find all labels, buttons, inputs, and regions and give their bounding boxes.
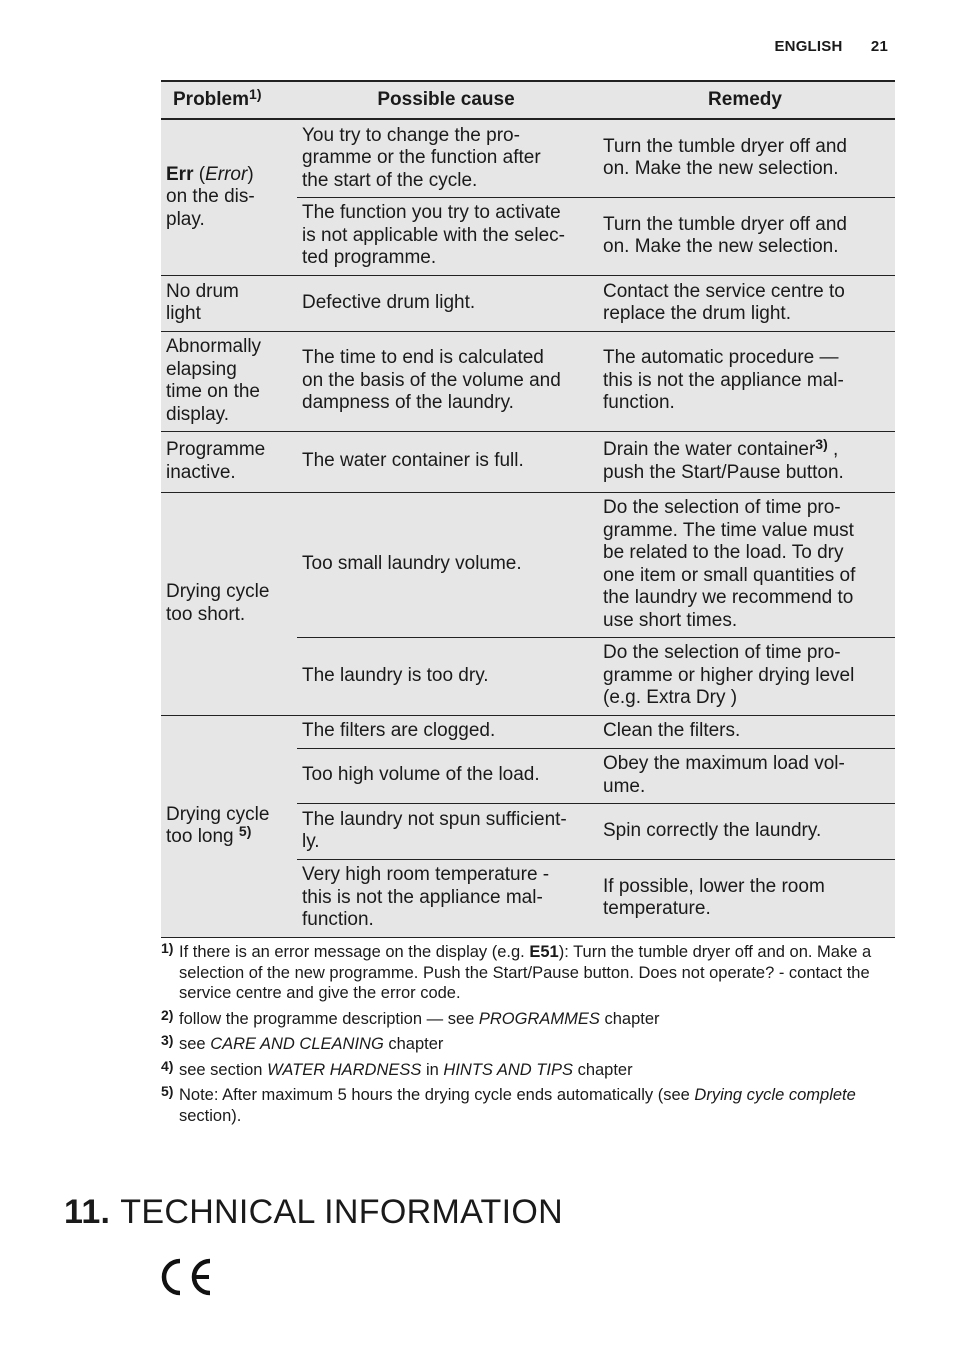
footnote-ref: 5): [238, 823, 252, 839]
troubleshooting-table: [161, 80, 895, 938]
remedy-cell: Clean the filters.: [595, 715, 895, 748]
table-row: [161, 492, 895, 637]
header-language: ENGLISH: [774, 38, 843, 55]
cause-cell: Very high room temperature - this is not the appliance mal- function.: [297, 859, 595, 937]
problem-cell: No drum light: [161, 275, 297, 331]
footnote-ref: 3): [815, 436, 828, 452]
footnote-4: 4) see section WATER HARDNESS in HINTS AND TIPS chapter: [161, 1057, 633, 1079]
cause-cell: The function you try to activate is not applicable with the selec- ted programme.: [297, 197, 595, 275]
table-row: [161, 119, 895, 197]
cause-cell: The time to end is calculated on the basis of the volume and dampness of the laundry.: [297, 331, 595, 431]
remedy-cell: If possible, lower the room temperature.: [595, 859, 895, 937]
remedy-cell: Spin correctly the laundry.: [595, 803, 895, 859]
error-code: Err: [166, 163, 194, 185]
page-number: 21: [870, 38, 888, 55]
cause-cell: Too high volume of the load.: [297, 748, 595, 803]
ce-mark-icon: [160, 1258, 214, 1296]
cause-cell: The filters are clogged.: [297, 715, 595, 748]
cause-cell: You try to change the pro- gramme or the function after the start of the cycle.: [297, 119, 595, 197]
cause-cell: Too small laundry volume.: [297, 492, 595, 637]
column-header-problem: Problem$^{1)}$: [161, 81, 297, 119]
footnotes: [161, 942, 901, 1131]
cause-cell: The laundry is too dry.: [297, 637, 595, 715]
remedy-cell: Turn the tumble dryer off and on. Make the new selection.: [595, 197, 895, 275]
cause-cell: The water container is full.: [297, 431, 595, 492]
problem-cell: Err (Error) on the dis- play.: [161, 119, 297, 275]
table-row: [161, 275, 895, 331]
footnote-ref: 1): [249, 85, 262, 102]
footnote-2: 2) follow the programme description — see PROGRAMMES chapter: [161, 1006, 660, 1028]
problem-cell: Programme inactive.: [161, 431, 297, 492]
column-header-cause: Possible cause: [297, 81, 595, 119]
problem-cell: Abnormally elapsing time on the display.: [161, 331, 297, 431]
column-header-remedy: Remedy: [595, 81, 895, 119]
footnote-5: 5) Note: After maximum 5 hours the drying cycle ends automatically (see Drying cycle complete section).: [161, 1083, 856, 1125]
remedy-cell: The automatic procedure — this is not the appliance mal- function.: [595, 331, 895, 431]
section-heading: [64, 1193, 563, 1232]
table-row: [161, 331, 895, 431]
problem-cell: Drying cycle too long $^{5)}$: [161, 715, 297, 937]
footnote-1: 1) If there is an error message on the display (e.g. E51): Turn the tumble dryer off and on. Make a selection of the new programme. Push the Start/Pause button. Does not operate? - contact the service centre and give the error code.: [161, 940, 872, 1002]
remedy-cell: Do the selection of time pro- gramme. The time value must be related to the load. To dry one item or small quantities of the laundry we recommend to use short times.: [595, 492, 895, 637]
section-number: 11.: [64, 1193, 111, 1231]
remedy-cell: Drain the water container$^{3)}$ , push the Start/Pause button.: [595, 431, 895, 492]
remedy-cell: Do the selection of time pro- gramme or higher drying level (e.g. Extra Dry ): [595, 637, 895, 715]
table-row: [161, 715, 895, 748]
remedy-cell: Contact the service centre to replace the drum light.: [595, 275, 895, 331]
table-row: [161, 431, 895, 492]
table-header-row: [161, 81, 895, 119]
problem-cell: Drying cycle too short.: [161, 492, 297, 715]
page-header: [774, 38, 888, 55]
cause-cell: The laundry not spun sufficient- ly.: [297, 803, 595, 859]
remedy-cell: Turn the tumble dryer off and on. Make the new selection.: [595, 119, 895, 197]
cause-cell: Defective drum light.: [297, 275, 595, 331]
footnote-3: 3) see CARE AND CLEANING chapter: [161, 1032, 444, 1053]
section-title: TECHNICAL INFORMATION: [120, 1193, 563, 1231]
remedy-cell: Obey the maximum load vol- ume.: [595, 748, 895, 803]
